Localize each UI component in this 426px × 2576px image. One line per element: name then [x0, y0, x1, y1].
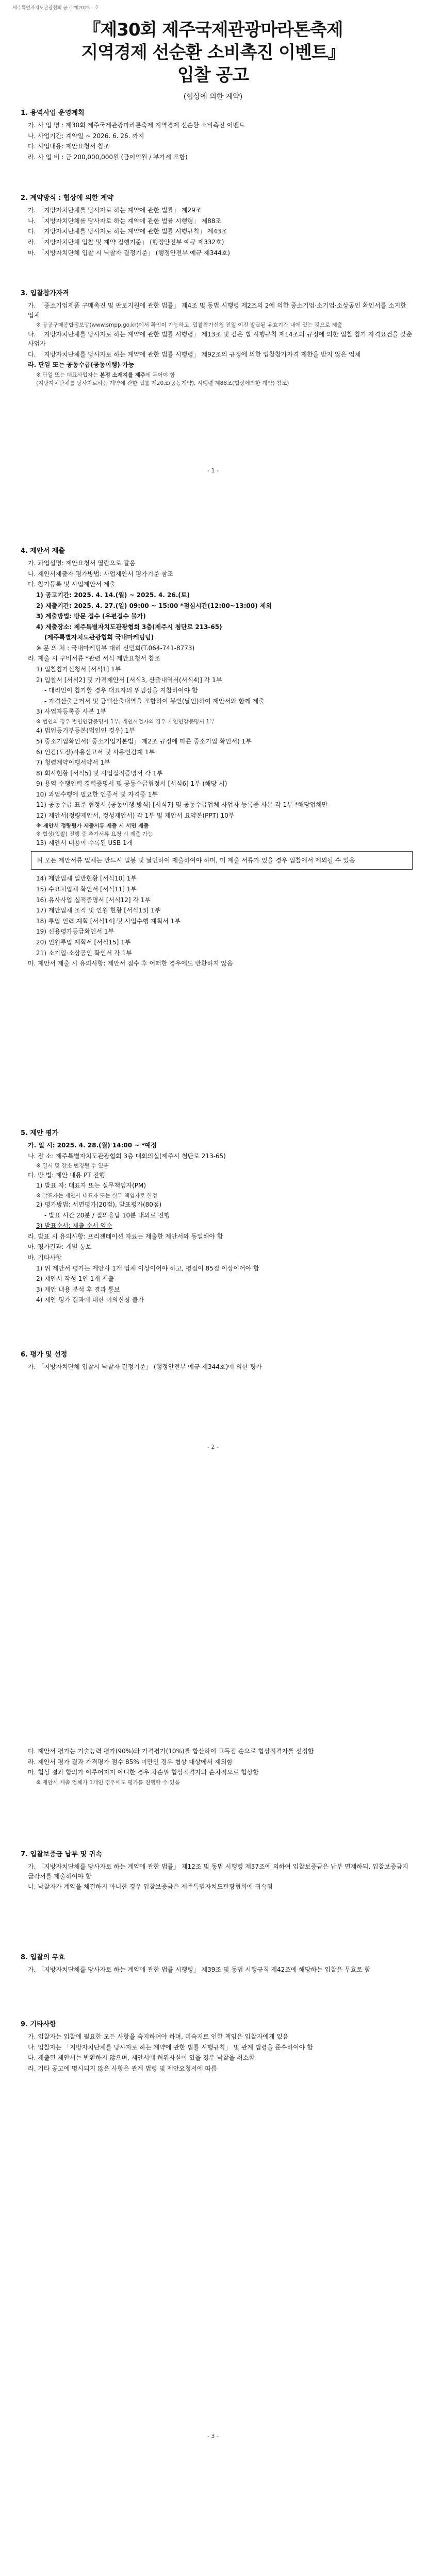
list-item: 다. 「지방자치단체를 당사자로 하는 계약에 관한 법률 시행규칙」 제43조 [28, 228, 227, 235]
list-item: 가. 「지방자치단체를 당사자로 하는 계약에 관한 법률 시행령」 제39조 및 동법 시행규칙 제42조에 해당하는 입찰은 무효로 함 [28, 1966, 371, 1974]
doc-reference: 제주특별자치도관광협회 공고 제2025 - 호 [12, 6, 100, 11]
list-item: (제주특별자치도관광협회 국내마케팅팀) [44, 634, 154, 641]
list-item: 4) 제출장소: 제주특별자치도관광협회 3층(제주시 첨단로 213-65) [36, 623, 222, 631]
list-item: 3) 제안 내용 분석 후 결과 통보 [36, 1285, 120, 1293]
list-item: - 대리인이 참가할 경우 대표자의 위임장을 지참하여야 함 [44, 687, 198, 694]
section-title: 7. 입찰보증금 납부 및 귀속 [21, 1851, 102, 1858]
section-title: 6. 평가 및 선정 [21, 1351, 68, 1359]
list-item: 7) 청렴계약이행서약서 1부 [36, 759, 110, 767]
list-item: 라. 사 업 비 : 금 200,000,000원 (금이억원 / 부가세 포함) [28, 153, 188, 161]
list-item: 15) 수요처업체 확인서 [서식11] 1부 [36, 885, 137, 893]
list-item: 5) 중소기업확인서(「중소기업기본법」 제2조 규정에 따른 중소기업 확인서) 1부 [36, 737, 252, 745]
list-item: 가. 과업설명: 제안요청서 열람으로 갈음 [28, 560, 136, 567]
list-item: 다. 제안서 평가는 기술능력 평가(90%)와 가격평가(10%)를 합산하여 고득점 순으로 협상적격자를 선정함 [28, 1748, 314, 1755]
list-item: 2) 평가방법: 서면평가(20점), 발표평가(80점) [36, 1201, 162, 1209]
list-item: 20) 인원투입 계획서 [서식15] 1부 [36, 938, 131, 946]
title-line-2: 지역경제 선순환 소비촉진 이벤트』 [81, 42, 345, 63]
list-item: 라. 기타 공고에 명시되지 않은 사항은 관계 법령 및 제안요청서에 따름 [28, 2064, 217, 2072]
note: ※ 공공구매종합정보망(www.smpp.go.kr)에서 확인이 가능하고, 입찰참가신청 전일 이전 발급된 유효기간 내에 있는 것으로 제출 [36, 322, 342, 329]
list-item: 14) 제안업체 일반현황 [서식10] 1부 [36, 875, 137, 883]
section-title: 2. 계약방식 : 협상에 의한 계약 [21, 194, 113, 202]
list-item: 3) 사업자등록증 사본 1부 [36, 708, 106, 716]
list-item: 나. 낙찰자가 계약을 체결하지 아니한 경우 입찰보증금은 제주특별자치도관광협회에 귀속됨 [28, 1883, 273, 1891]
section-contract-method [21, 193, 413, 259]
section-title: 8. 입찰의 무효 [21, 1954, 65, 1961]
list-item: - 발표 시간 20분 / 질의응답 10분 내외로 진행 [44, 1211, 170, 1219]
note: (지방자치단체를 당사자로하는 계약에 관한 법률 제20조(공동계약), 시행령 제88조(협상에의한 계약) 참조) [36, 380, 289, 387]
page-number: - 1 - [207, 467, 219, 474]
list-item: 16) 유사사업 실적증명서 [서식12] 각 1부 [36, 896, 151, 904]
note: ※ 제안서 정량평가 제출서류 제출 시 서면 제출 [36, 822, 149, 829]
page-number: - 3 - [207, 2433, 219, 2439]
list-item: 마. 협상 결과 합의가 이루어지지 아니한 경우 차순위 협상적격자와 순차적으로 협상함 [28, 1769, 259, 1776]
list-item: 나. 입찰자는 「지방자치단체를 당사자로 하는 계약에 관한 법률 시행규칙」 및 관계 법령을 준수하여야 함 [28, 2043, 313, 2051]
section-bid-invalidity [21, 1953, 413, 1976]
list-item: 라. 제출 시 구비서류 *관련 서식 제안요청서 참조 [28, 655, 160, 663]
list-item: 6) 인감(도장)사용신고서 및 사용인감계 1부 [36, 748, 155, 756]
list-item: 나. 제안서제출자 평가방법: 사업제안서 평가기준 참조 [28, 570, 173, 578]
section-evaluation-selection [21, 1350, 413, 1373]
note: ※ 일시 및 장소 변경될 수 있음 [36, 1163, 109, 1170]
section-bid-bond [21, 1850, 413, 1893]
note: ※ 법인의 경우 법인인감증명서 1부, 개인사업자의 경우 개인인감증명서 1부 [36, 719, 215, 725]
section-title: 3. 입찰참가자격 [21, 290, 69, 297]
section-other-matters [21, 2020, 413, 2075]
section-title: 4. 제안서 제출 [21, 547, 65, 555]
list-item: 1) 공고기간: 2025. 4. 14.(월) ~ 2025. 4. 26.(토) [36, 591, 190, 599]
list-item: 다. 사업내용: 제안요청서 참조 [28, 143, 110, 150]
list-item: 1) 위 제안서 평가는 제안사 1개 업체 이상이어야 하고, 평점이 85점 이상이어야 함 [36, 1264, 259, 1272]
list-item: 2) 제출기간: 2025. 4. 27.(일) 09:00 ~ 15:00 *점심시간(12:00~13:00) 제외 [36, 602, 272, 609]
list-item: 4) 법인등기부등본(법인인 경우) 1부 [36, 727, 135, 735]
list-item: 10) 과업수행에 필요한 인증서 및 자격증 1부 [36, 790, 158, 798]
list-item: 나. 「지방자치단체를 당사자로 하는 계약에 관한 법률 시행령」 제88조 [28, 217, 221, 225]
list-item: 마. 「지방자치단체 입찰 시 낙찰자 결정기준」 (행정안전부 예규 제344호) [28, 249, 230, 257]
list-item: 1) 발표 자: 대표자 또는 실무책임자(PM) [36, 1182, 146, 1190]
list-item: 가. 「지방자치단체를 당사자로 하는 계약에 관한 법률」 제29조 [28, 207, 202, 214]
list-item: 3) 발표순서: 제출 순서 역순 [36, 1222, 112, 1230]
list-item: 가. 사 업 명 : 제30회 제주국제관광마라톤축제 지역경제 선순환 소비촉진 이벤트 [28, 122, 245, 129]
list-item: 라. 단일 또는 공동수급(공동이행) 가능 [28, 361, 135, 369]
list-item: 18) 투입 인력 계획 [서식14] 및 사업수행 계획서 1부 [36, 917, 181, 925]
list-item: 17) 제안업체 조직 및 인원 현황 [서식13] 1부 [36, 907, 161, 914]
list-item: 19) 신용평가등급확인서 1부 [36, 928, 114, 936]
list-item: 마. 제안서 제출 시 유의사항: 제안서 접수 후 어떠한 경우에도 반환하지 않음 [28, 960, 233, 968]
list-item: 2) 입찰서 [서식2] 및 가격제안서 [서식3, 산출내역서(서식4)] 각 1부 [36, 676, 222, 684]
list-item: 다. 방 법: 제안 내용 PT 진행 [28, 1171, 105, 1179]
list-item: 다. 참가등록 및 사업제안서 제출 [28, 581, 116, 588]
note: ※ 발표자는 제안사 대표자 또는 실무 책임자로 한정 [36, 1192, 158, 1199]
section-title: 1. 용역사업 운영계획 [21, 109, 85, 117]
list-item: 가. 「지방자치단체를 당사자로 하는 계약에 관한 법률」 제12조 및 동법 시행령 제37조에 의하여 입찰보증금은 납부 면제하되, 입찰보증금지급각서를 제출하여야 함 [28, 1863, 408, 1880]
list-item: 2) 제안서 작성 1인 1개 제출 [36, 1275, 114, 1283]
list-item: - 가격산출근거서 및 금액산출내역을 포함하여 봉인(날인)하여 제안서와 함께 제출 [44, 697, 265, 705]
note: ※ 협상(입찰) 진행 중 추가서류 요청 시 제출 가능 [36, 831, 153, 837]
title-line-3: 입찰 공고 [177, 65, 249, 86]
list-item: 9) 용역 수행인력 경력증명서 및 공동수급협정서 [서식6] 1부 (해당 시) [36, 780, 227, 788]
note: ※ 단일 또는 대표사업자는 본점 소재지를 제주에 두어야 함 [36, 371, 175, 378]
list-item: 4) 제안 평가 결과에 대한 이의신청 불가 [36, 1296, 144, 1304]
list-item: 8) 회사현황 [서식5] 및 사업실적증명서 각 1부 [36, 769, 163, 777]
list-item: 11) 공동수급 표준 협정서 (공동이행 방식) [서식7] 및 공동수급업체 사업자 등록증 사본 각 1부 *해당업체만 [36, 801, 328, 809]
list-item: 가. 「지방자치단체 입찰시 낙찰자 결정기준」 (행정안전부 예규 제344호)에 의한 평가 [28, 1363, 262, 1371]
section-title: 5. 제안 평가 [21, 1129, 59, 1137]
list-item: 1) 입찰참가신청서 [서식1] 1부 [36, 666, 121, 673]
list-item: 다. 제출된 제안서는 반환하지 않으며, 제안서에 허위사실이 있을 경우 낙찰을 취소함 [28, 2054, 255, 2062]
list-item: 라. 발표 시 유의사항: 프리젠테이션 자료는 제출한 제안서와 동일해야 함 [28, 1232, 223, 1240]
list-item: 라. 「지방자치단체 입찰 및 계약 집행기준」 (행정안전부 예규 제332호) [28, 238, 224, 246]
list-item: 나. 「지방자치단체를 당사자로 하는 계약에 관한 법률 시행령」 제13조 및 같은 법 시행규칙 제14조의 규정에 의한 입찰 참가 자격요건을 갖춘 사업자 [28, 330, 413, 348]
list-item: 13) 제안서 내용이 수록된 USB 1개 [36, 839, 133, 847]
list-item: 가. 일 시: 2025. 4. 28.(월) 14:00 ~ *예정 [28, 1142, 157, 1149]
title-block [0, 19, 426, 103]
page-number: - 2 - [207, 1444, 219, 1450]
notice-box: 위 모든 제안서류 일체는 반드시 밀봉 및 날인하여 제출하여야 하며, 미 제출 서류가 있을 경우 입찰에서 제외될 수 있음 [31, 851, 413, 870]
list-item: 바. 기타사항 [28, 1254, 62, 1262]
section-proposal-submission [21, 546, 413, 970]
title-line-1: 『제30회 제주국제관광마라톤축제 [83, 20, 343, 40]
list-item: 가. 「중소기업제품 구매촉진 및 판로지원에 관한 법률」 제4조 및 동법 시행령 제2조의 2에 의한 중소기업·소기업·소상공인 확인서를 소지한 업체 [28, 302, 406, 319]
list-item: 21) 소기업·소상공인 확인서 각 1부 [36, 949, 132, 957]
list-item: 나. 장 소: 제주특별자치도관광협회 3층 대회의실(제주시 첨단로 213-65) [28, 1152, 226, 1160]
note: ※ 제안서 제출 업체가 1개인 경우에도 평가를 진행할 수 있음 [36, 1779, 180, 1786]
list-item: 다. 「지방자치단체를 당사자로 하는 계약에 관한 법률 시행령」 제92조의 규정에 의한 입찰참가자격 제한을 받지 않은 업체 [28, 350, 361, 358]
list-item: 가. 입찰자는 입찰에 필요한 모든 사항을 숙지하여야 하며, 미숙지로 인한 책임은 입찰자에게 있음 [28, 2033, 289, 2041]
list-item: ※ 문 의 처 : 국내마케팅부 대리 신민희(T.064-741-8773) [36, 644, 195, 652]
section-evaluation-continued [21, 1747, 413, 1787]
section-proposal-evaluation [21, 1128, 413, 1306]
list-item: 나. 사업기간: 계약일 ~ 2026. 6. 26. 까지 [28, 132, 144, 140]
list-item: 라. 제안서 평가 결과 가격평가 점수 85% 미만인 경우 협상 대상에서 제외함 [28, 1758, 233, 1766]
list-item: 12) 제안서(정량제안서, 정성제안서) 각 1부 및 제안서 요약본(PPT) 10부 [36, 812, 235, 820]
list-item: 마. 평가결과: 개별 통보 [28, 1243, 92, 1251]
section-eligibility [21, 289, 413, 388]
list-item: 3) 제출방법: 방문 접수 (우편접수 불가) [36, 613, 146, 620]
title-subtitle: (협상에 의한 계약) [183, 93, 243, 101]
section-overview [21, 108, 413, 163]
section-title: 9. 기타사항 [21, 2021, 56, 2028]
